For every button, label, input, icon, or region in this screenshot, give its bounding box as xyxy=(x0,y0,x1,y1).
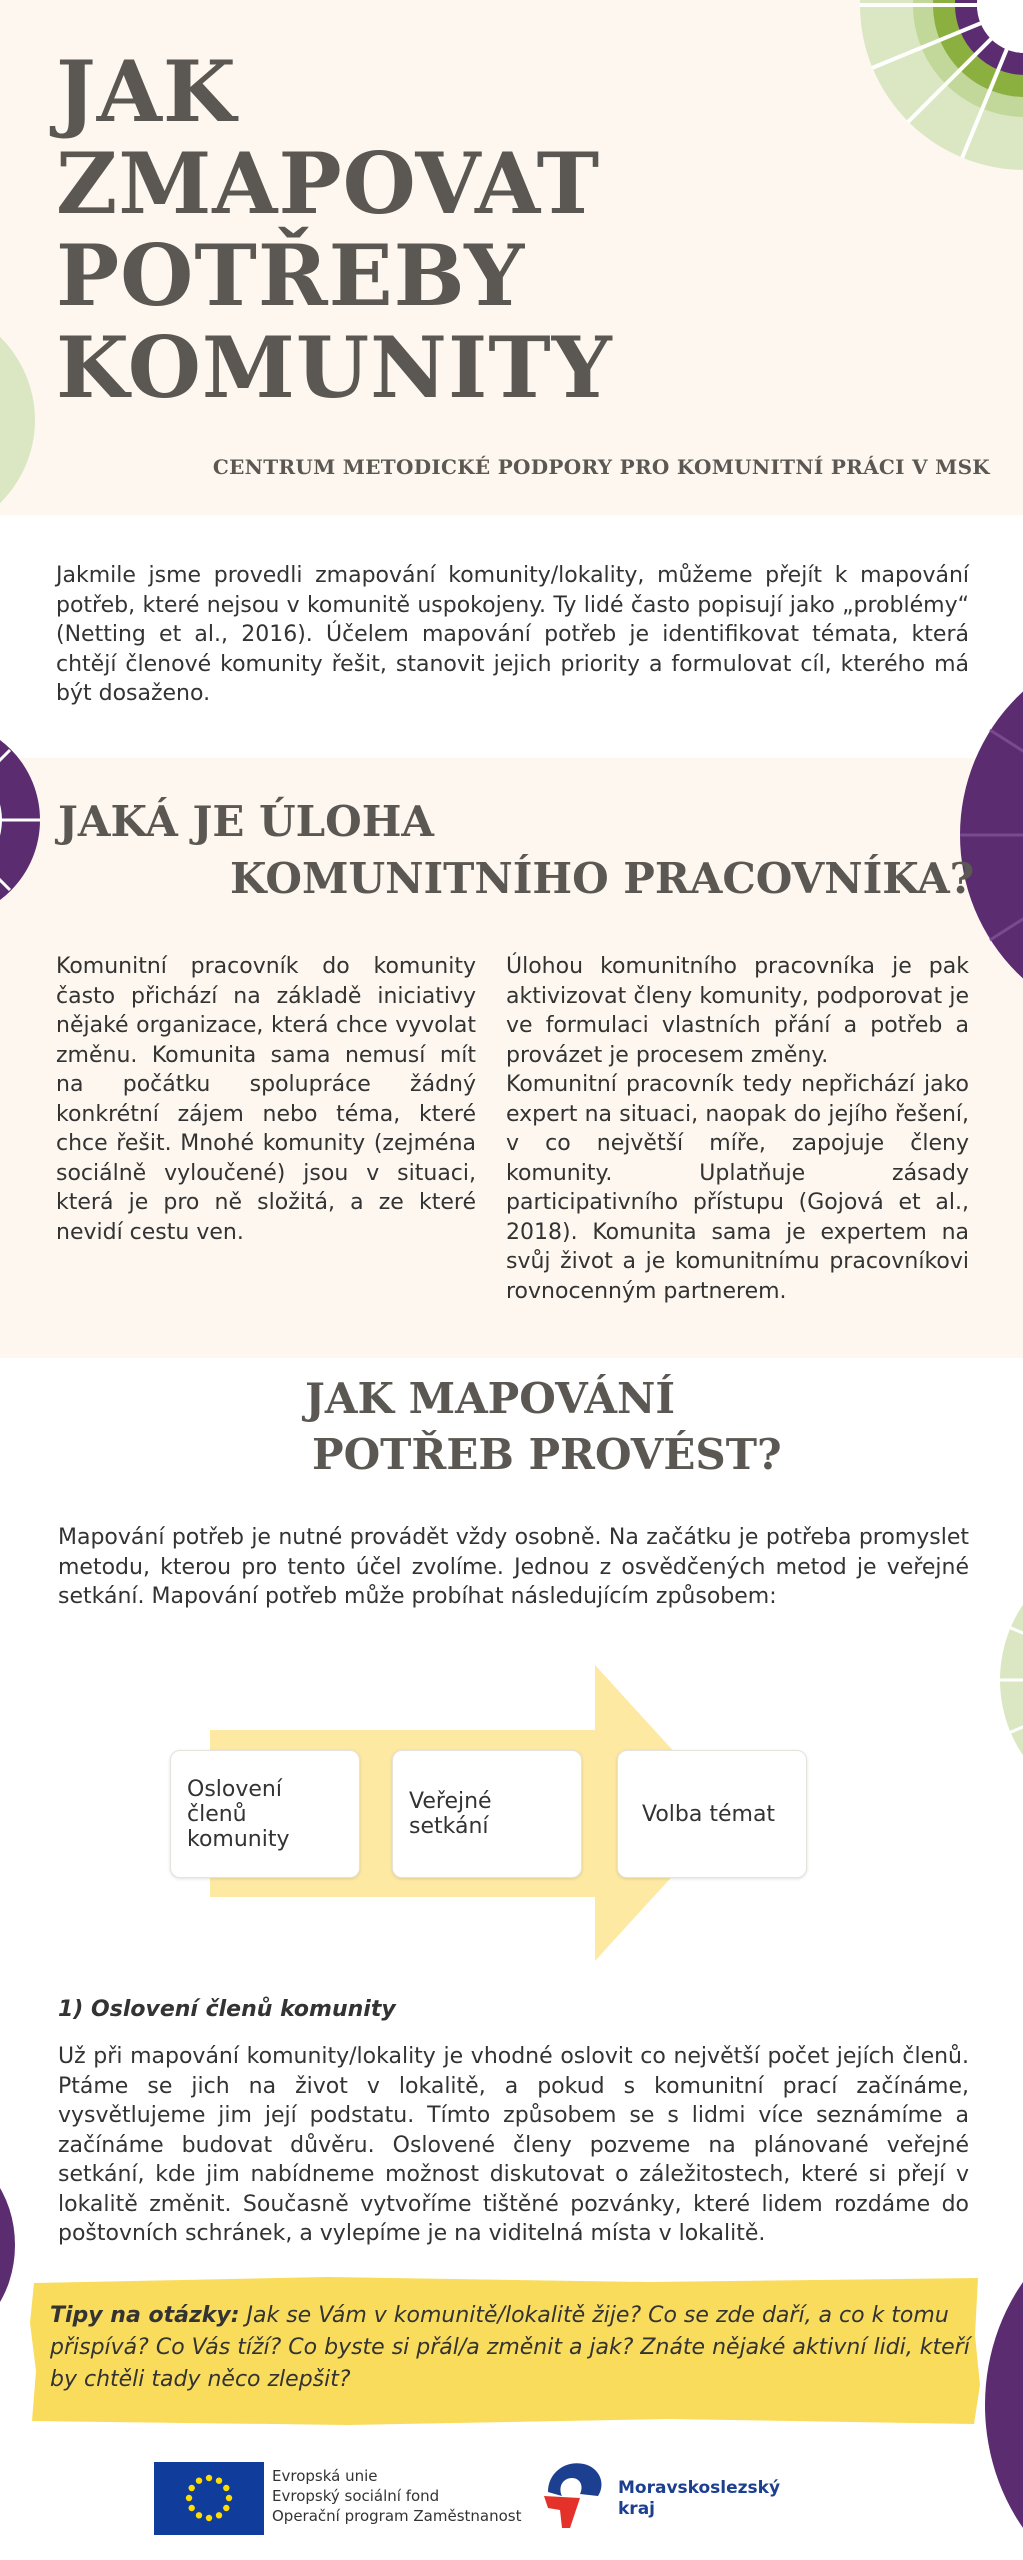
title-line: ZMAPOVAT xyxy=(56,134,601,233)
tips-box xyxy=(50,2300,970,2396)
intro-paragraph: Jakmile jsme provedli zmapování komunity/lokality, můžeme přejít k mapování potřeb, které nejsou v komunitě uspokojeny. Ty lidé často popisují jako „problémy“ (Netting et al., 2016). Účelem mapování potřeb je identifikovat témata, která chtějí členové komunity řešit, stanovit jejich priority a formulovat cíl, kterého má být dosaženo. xyxy=(56,563,969,706)
process-step-label: Oslovení členů komunity xyxy=(187,1776,290,1852)
role-right-paragraph-2: Komunitní pracovník tedy nepřichází jako expert na situaci, naopak do jejího řešení, v co největší míře, zapojuje členy komunity. Uplatňuje zásady participativního přístupu (Gojová et al., 2018). Komunita sama je expertem na svůj život a je komunitnímu pracovníkovi rovnocenným partnerem. xyxy=(506,1072,969,1304)
process-step xyxy=(392,1750,582,1878)
role-heading-line2: KOMUNITNÍHO PRACOVNÍKA? xyxy=(230,854,975,903)
tips-text: Jak se Vám v komunitě/lokalitě žije? Co se zde daří, a co k tomu přispívá? Co Vás tíží? Co byste si přál/a změnit a jak? Znáte nějaké aktivní lidi, kteří by chtěli tady něco zlepšit? xyxy=(50,2303,970,2392)
decorative-circle-right-purple xyxy=(960,640,1023,1030)
eu-line: Evropská unie xyxy=(272,2467,378,2485)
role-left-paragraph: Komunitní pracovník do komunity často přichází na základě iniciativy nějaké organizace, která chce vyvolat změnu. Komunita sama nemusí mít na počátku spolupráce žádný konkrétní zájem nebo téma, které chce řešit. Mnohé komunity (zejména sociálně vyloučené) jsou v situaci, která je pro ně složitá, a ze které nevidí cestu ven. xyxy=(56,954,476,1245)
section1-paragraph: Už při mapování komunity/lokality je vhodné oslovit co největší počet jejích členů. Ptáme se jich na život v lokalitě, a pokud s komunitní prací začínáme, vysvětlujeme jim její podstatu. Tímto způsobem se s lidmi více seznámíme a začínáme budovat důvěru. Oslovené členy pozveme na plánované veřejné setkání, kde jim nabídneme možnost diskutovat o záležitostech, které si přejí v lokalitě změnit. Současně vytvoříme tištěné pozvánky, které lidem rozdáme do poštovních schránek, a vylepíme je na viditelná místa v lokalitě. xyxy=(58,2044,969,2246)
region-line: kraj xyxy=(618,2499,655,2519)
process-step-label: Volba témat xyxy=(642,1801,776,1827)
decorative-circle-left-bottom xyxy=(0,2150,20,2340)
decorative-circle-left-purple xyxy=(0,720,60,920)
decorative-circle-right-bottom xyxy=(985,2250,1023,2560)
role-heading-line1: JAKÁ JE ÚLOHA xyxy=(58,797,434,846)
role-right-paragraph-1: Úlohou komunitního pracovníka je pak aktivizovat členy komunity, podporovat je ve formulaci vlastních přání a potřeb a provázet je procesem změny. xyxy=(506,954,969,1068)
process-step-label: Veřejné setkání xyxy=(409,1789,492,1839)
process-step xyxy=(617,1750,807,1878)
how-heading-line2: POTŘEB PROVÉST? xyxy=(312,1430,782,1479)
region-line: Moravskoslezský xyxy=(618,2478,781,2498)
how-heading-line1: JAK MAPOVÁNÍ xyxy=(305,1374,676,1423)
decorative-circle-left-green xyxy=(0,300,40,540)
region-logo-text xyxy=(618,2478,780,2520)
eu-logo xyxy=(154,2462,264,2535)
eu-line: Operační program Zaměstnanost xyxy=(272,2507,522,2525)
title-line: KOMUNITY xyxy=(56,318,613,417)
page-title xyxy=(56,42,613,417)
eu-flag-icon xyxy=(154,2462,264,2535)
title-line: JAK xyxy=(56,42,237,141)
how-paragraph: Mapování potřeb je nutné provádět vždy osobně. Na začátku je potřeba promyslet metodu, kterou pro tento účel zvolíme. Jednou z osvědčených metod je veřejné setkání. Mapování potřeb může probíhat následujícím způsobem: xyxy=(58,1525,969,1609)
eu-line: Evropský sociální fond xyxy=(272,2487,440,2505)
tips-label: Tipy na otázky: xyxy=(50,2303,240,2328)
section1-heading: 1) Oslovení členů komunity xyxy=(58,1997,396,2022)
decorative-circle-right-middle xyxy=(960,1545,1023,1815)
decorative-circle-left-middle xyxy=(0,1270,60,1470)
page-subtitle: CENTRUM METODICKÉ PODPORY PRO KOMUNITNÍ PRÁCI V MSK xyxy=(212,455,990,479)
decorative-circle-top-right xyxy=(860,0,1023,170)
region-logo-icon xyxy=(540,2458,612,2530)
title-line: POTŘEBY xyxy=(56,226,526,325)
eu-logo-text xyxy=(272,2466,522,2526)
process-step xyxy=(170,1750,360,1878)
